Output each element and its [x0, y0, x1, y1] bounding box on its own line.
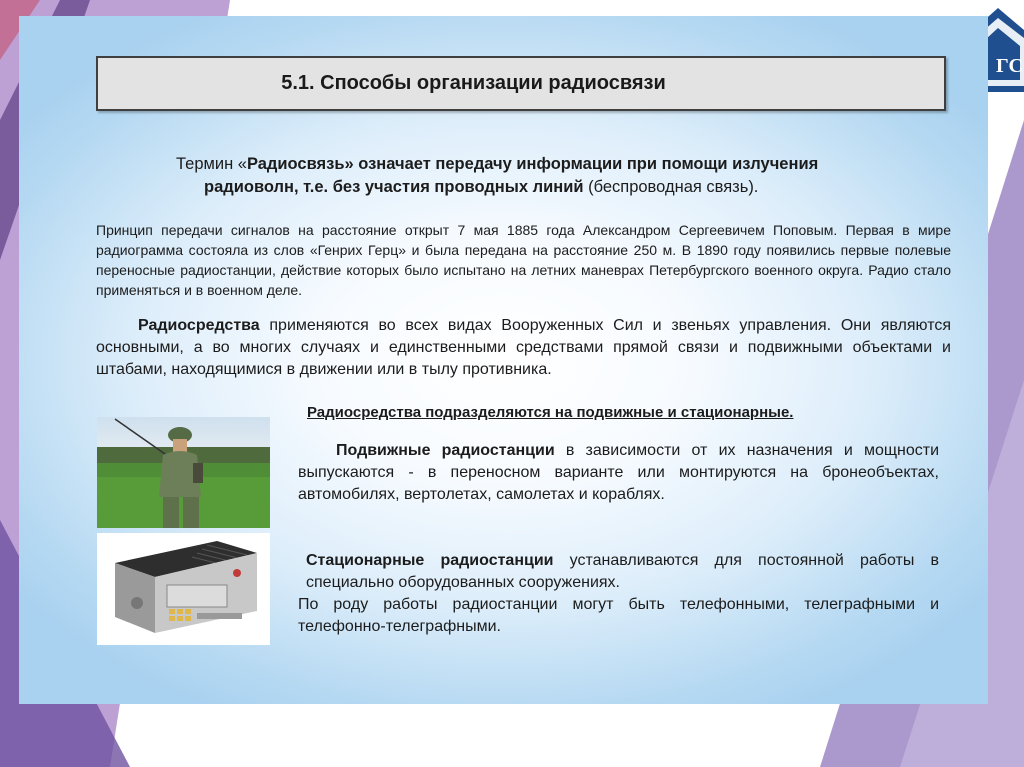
stationary-line-2: По роду работы радиостанции могут быть телефонными, телеграфными и телефонно-телеграфными. [298, 596, 939, 635]
term-bold-2: радиоволн, т.е. без участия проводных линий [204, 178, 584, 196]
svg-text:ГС: ГС [996, 55, 1023, 77]
mobile-text: в зависимости от их назначения и мощности выпускаются - в переносном варианте или монтируются на бронеобъектах, автомобилях, вертолетах, самолетах и кораблях. [298, 442, 940, 503]
term-text-1: Термин « [176, 155, 247, 173]
soldier-photo [97, 417, 270, 528]
term-text-3: (беспроводная связь). [583, 178, 759, 196]
history-paragraph: Принцип передачи сигналов на расстояние открыт 7 мая 1885 года Александром Сергеевичем Поповым. Первая в мире радиограмма состояла из слов «Генрих Герц» и была передана на расстояние 250 м. В 1890 году появились первые полевые переносные радиостанции, действие которых было испытано на летних маневрах Петербургского военного округа. Радио стало применяться и в военном деле. [96, 222, 951, 298]
means-paragraph [96, 315, 951, 381]
stationary-bold: Стационарные радиостанции [306, 552, 554, 569]
means-bold: Радиосредства [138, 317, 260, 334]
stationary-paragraph [298, 550, 939, 638]
mobile-paragraph [298, 440, 939, 506]
stationary-line-1 [298, 550, 939, 594]
title-box [96, 56, 946, 111]
stationary-text: устанавливаются для постоянной работы в специально оборудованных сооружениях. [306, 552, 939, 591]
means-text: применяются во всех видах Вооруженных Сил и звеньях управления. Они являются основными, а во многих случаях и единственными средствами прямой связи и подвижными объектами и штабами, находящимися в движении или в тылу противника. [96, 317, 951, 378]
term-text-2: » означает передачу информации при помощи излучения [344, 155, 819, 173]
mobile-bold: Подвижные радиостанции [336, 442, 555, 459]
division-heading: Радиосредства подразделяются на подвижные и стационарные. [307, 404, 794, 421]
term-line-2 [176, 176, 936, 199]
term-definition [176, 153, 936, 199]
page-title: 5.1. Способы организации радиосвязи [281, 72, 666, 94]
radio-station-photo [97, 533, 270, 645]
term-bold: Радиосвязь [246, 155, 345, 173]
